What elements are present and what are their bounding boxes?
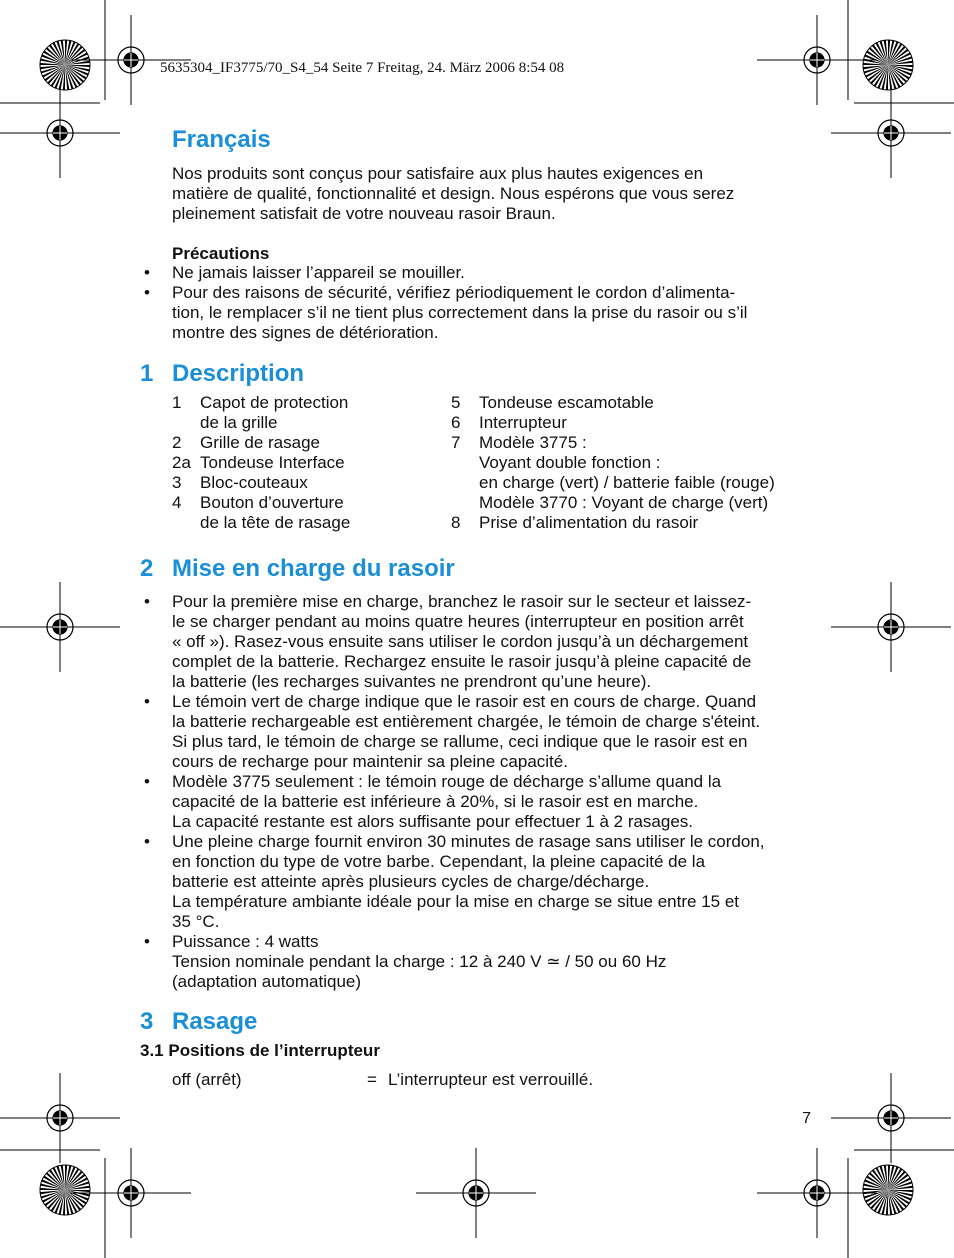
list-item: 4 Bouton d’ouverture de la tête de rasage <box>172 493 351 532</box>
section-title-text: Description <box>172 360 305 387</box>
crosshair-mark <box>416 1148 536 1238</box>
list-item: • Modèle 3775 seulement : le témoin rouge de décharge s’allume quand la capacité de la batterie est inférieure à 20%, si le rasoir est en marche. La capacité restante est alors suffisante pour effectuer 1 à 2 rasages. <box>144 772 722 831</box>
intro-line: pleinement satisfait de votre nouveau rasoir Braun. <box>172 204 556 223</box>
subsection-heading: 3.1 Positions de l’interrupteur <box>140 1041 380 1060</box>
list-item: 5 Tondeuse escamotable <box>451 393 654 412</box>
description-right-column <box>451 393 775 533</box>
description-left-column <box>172 393 350 533</box>
bullet: • <box>144 832 150 851</box>
list-item: • Le témoin vert de charge indique que le rasoir est en cours de charge. Quand la batterie rechargeable est entièrement chargée, le témoin de charge s'éteint. Si plus tard, le témoin de charge se rallume, ceci indique que le rasoir est en cours de recharge pour maintenir sa pleine capacité. <box>144 692 761 771</box>
crosshair-mark <box>831 88 951 178</box>
crosshair-mark <box>71 1148 191 1238</box>
section-number: 1 <box>140 360 154 387</box>
page-number: 7 <box>802 1110 811 1127</box>
section-title-text: Mise en charge du rasoir <box>172 555 455 582</box>
star-target-mark <box>40 1165 90 1215</box>
list-item: 6 Interrupteur <box>451 413 567 432</box>
list-item: • Ne jamais laisser l’appareil se mouiller. <box>144 263 465 282</box>
list-item: 7 Modèle 3775 : Voyant double fonction : en charge (vert) / batterie faible (rouge) Modèle 3770 : Voyant de charge (vert) <box>451 433 775 512</box>
precautions-heading: Précautions <box>172 244 270 263</box>
bullet: • <box>144 283 150 302</box>
intro-line: Nos produits sont conçus pour satisfaire aux plus hautes exigences en <box>172 164 704 183</box>
section-title-francais: Français <box>172 126 271 153</box>
switch-equals: = <box>367 1070 377 1089</box>
precautions-list <box>144 263 822 343</box>
list-item: 3 Bloc-couteaux <box>172 473 308 492</box>
charging-list <box>144 592 832 992</box>
list-item: 2a Tondeuse Interface <box>172 453 345 472</box>
switch-position-row <box>172 1070 593 1090</box>
bullet: • <box>144 592 150 611</box>
list-item: 8 Prise d’alimentation du rasoir <box>451 513 699 532</box>
crosshair-mark <box>757 15 877 105</box>
list-item: • Pour des raisons de sécurité, vérifiez périodiquement le cordon d’alimenta- tion, le remplacer s’il ne tient plus correctement dans la prise du rasoir ou s’il montre des signes de détérioration. <box>144 283 748 342</box>
list-item: • Une pleine charge fournit environ 30 minutes de rasage sans utiliser le cordon, en fonction du type de votre barbe. Cependant, la pleine capacité de la batterie est atteinte après plusieurs cycles de charge/décharge. La température ambiante idéale pour la mise en charge se situe entre 15 et 35 °C. <box>144 832 765 931</box>
section-number: 3 <box>140 1008 154 1035</box>
list-item: 2 Grille de rasage <box>172 433 321 452</box>
switch-key: off (arrêt) <box>172 1070 242 1089</box>
print-slug: 5635304_IF3775/70_S4_54 Seite 7 Freitag, 24. März 2006 8:54 08 <box>160 60 565 76</box>
section-title-charging <box>140 555 455 583</box>
bullet: • <box>144 263 150 282</box>
section-title-shaving <box>140 1008 257 1036</box>
crosshair-mark <box>757 1148 877 1238</box>
bullet: • <box>144 772 150 791</box>
bullet: • <box>144 692 150 711</box>
intro-line: matière de qualité, fonctionnalité et design. Nous espérons que vous serez <box>172 184 735 203</box>
section-number: 2 <box>140 555 154 582</box>
list-item: • Puissance : 4 watts Tension nominale pendant la charge : 12 à 240 V ≃ / 50 ou 60 Hz (adaptation automatique) <box>144 932 667 991</box>
section-title-description <box>140 360 304 388</box>
star-target-mark <box>40 40 90 90</box>
star-target-mark <box>863 40 913 90</box>
list-item: 1 Capot de protection de la grille <box>172 393 349 432</box>
star-target-mark <box>863 1165 913 1215</box>
crosshair-mark <box>831 582 951 672</box>
switch-value: L’interrupteur est verrouillé. <box>388 1070 594 1089</box>
list-item: • Pour la première mise en charge, branchez le rasoir sur le secteur et laissez- le se charger pendant au moins quatre heures (interrupteur en position arrêt « off »). Rasez-vous ensuite sans utiliser le cordon jusqu’à un déchargement complet de la batterie. Rechargez ensuite le rasoir jusqu’à pleine capacité de la batterie (les recharges suivantes ne prendront qu’une heure). <box>144 592 752 691</box>
crosshair-mark <box>0 582 120 672</box>
section-title-text: Rasage <box>172 1008 258 1035</box>
crosshair-mark <box>0 88 120 178</box>
intro-paragraph <box>172 164 822 224</box>
bullet: • <box>144 932 150 951</box>
